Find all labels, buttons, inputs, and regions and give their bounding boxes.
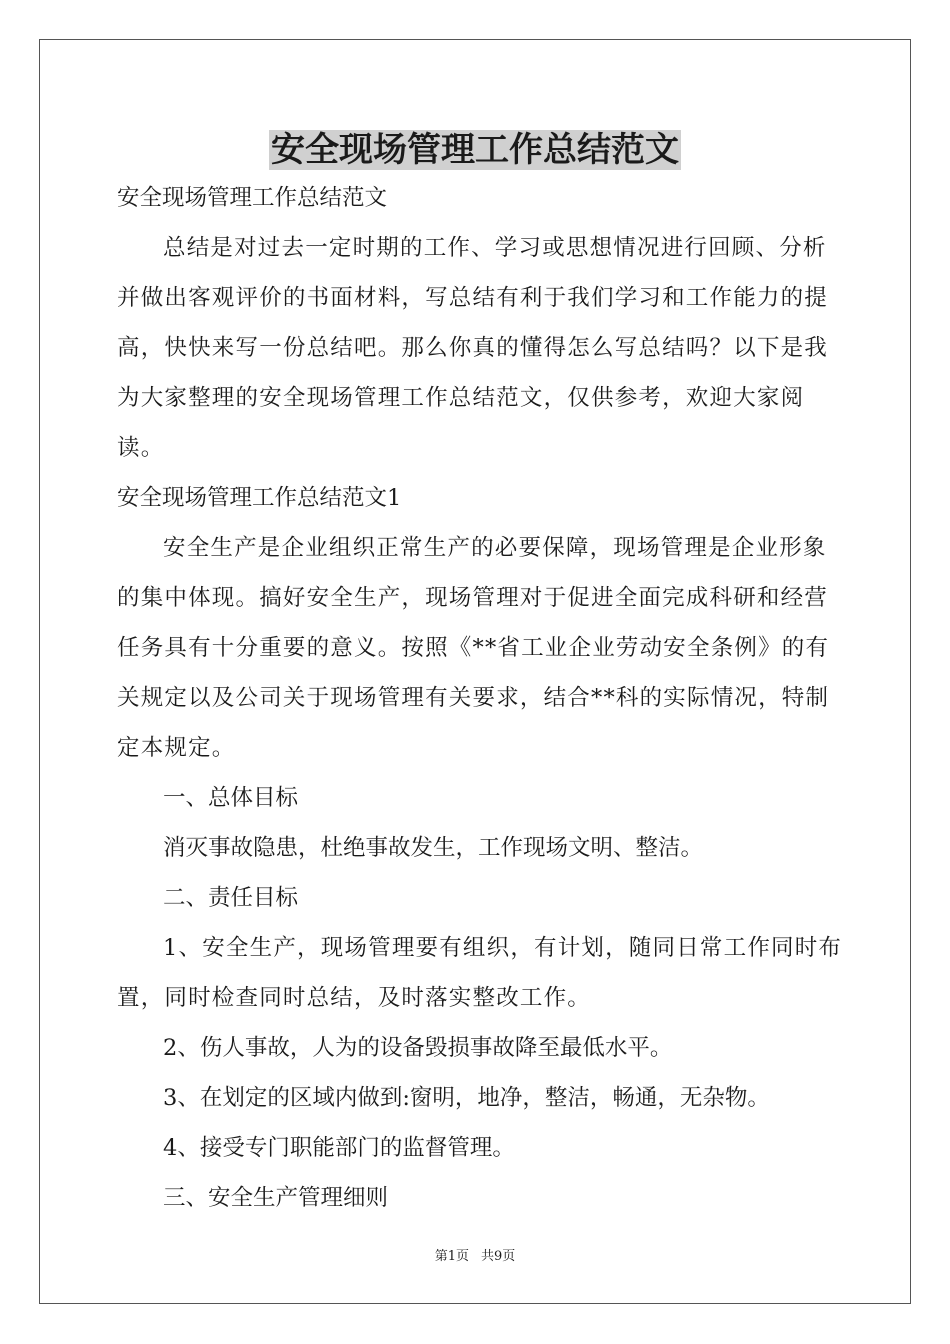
body-paragraph: 安全生产是企业组织正常生产的必要保障，现场管理是企业形象的集中体现。搞好安全生产，现场管理对于促进全面完成科研和经营任务具有十分重要的意义。按照《**省工业企业劳动安全条例》的有关规定以及公司关于现场管理有关要求，结合**科的实际情况，特制定本规定。: [117, 535, 830, 761]
intro-paragraph: 总结是对过去一定时期的工作、学习或思想情况进行回顾、分析并做出客观评价的书面材料，写总结有利于我们学习和工作能力的提高，快快来写一份总结吧。那么你真的懂得怎么写总结吗？以下是我为大家整理的安全现场管理工作总结范文，仅供参考，欢迎大家阅读。: [117, 235, 829, 461]
document-subtitle: 安全现场管理工作总结范文: [117, 185, 388, 211]
section-heading-1: 安全现场管理工作总结范文1: [117, 485, 402, 511]
list-item: 2、伤人事故，人为的设备毁损事故降至最低水平。: [163, 1035, 673, 1061]
document-title: [0, 128, 950, 172]
body-paragraph: 消灭事故隐患，杜绝事故发生，工作现场文明、整洁。: [163, 835, 704, 861]
list-item: 4、接受专门职能部门的监督管理。: [163, 1135, 515, 1161]
page-footer: [0, 1248, 950, 1266]
document-body: [117, 173, 847, 1223]
list-item: 3、在划定的区域内做到:窗明，地净，整洁，畅通，无杂物。: [163, 1085, 770, 1111]
list-item: 1、安全生产，现场管理要有组织，有计划，随同日常工作同时布置，同时检查同时总结，及时落实整改工作。: [117, 935, 843, 1011]
page-number-total: 共9页: [481, 1249, 516, 1264]
document-title-text: 安全现场管理工作总结范文: [271, 130, 679, 170]
heading-responsibility-goal: 二、责任目标: [163, 885, 299, 911]
heading-overall-goal: 一、总体目标: [163, 785, 299, 811]
heading-safety-rules: 三、安全生产管理细则: [163, 1185, 389, 1211]
page-number-current: 第1页: [434, 1249, 469, 1264]
